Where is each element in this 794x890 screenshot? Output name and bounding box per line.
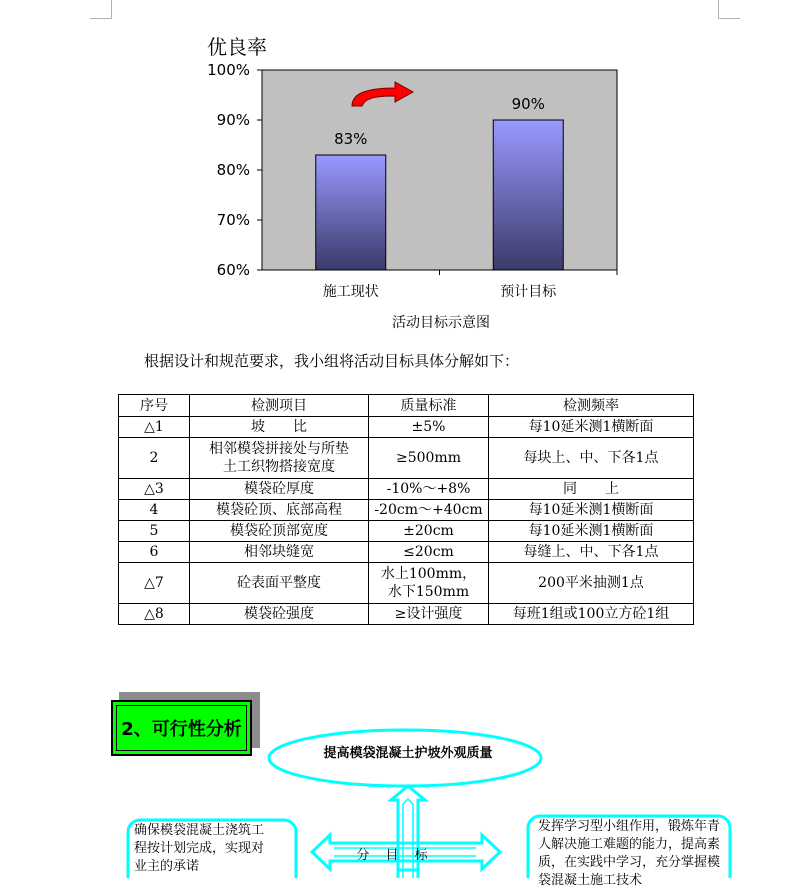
cell-standard: -10%～+8% [369,479,489,500]
page-corner-mark-right-h [718,18,740,19]
cell-no: △3 [119,479,190,500]
cell-no: △8 [119,604,190,625]
cell-no: 2 [119,438,190,479]
table-header-row [119,395,694,417]
header-standard: 质量标准 [369,395,489,417]
y-tick-label: 80% [216,161,250,179]
cell-no: 4 [119,500,190,521]
table-row [119,479,694,500]
vertical-arrow-down [398,870,418,878]
header-frequency: 检测频率 [489,395,694,417]
cell-standard: 水上100mm，水下150mm [369,563,489,604]
cell-frequency: 200平米抽测1点 [489,563,694,604]
y-tick-label: 100% [207,61,250,79]
bar-2 [493,120,563,270]
category-label: 预计目标 [500,284,557,300]
table-row [119,438,694,479]
right-box-text: 发挥学习型小组作用，锻炼年青人解决施工难题的能力，提高素质，在实践中学习，充分掌握模袋混凝土施工技术 [538,819,721,888]
cell-frequency: 每班1组或100立方砼1组 [489,604,694,625]
y-tick-label: 60% [216,261,250,279]
y-tick-label: 90% [216,111,250,129]
cell-item: 相邻块缝宽 [190,542,369,563]
quality-standard-table [118,394,694,625]
section-header-box [111,700,252,756]
cell-no: 6 [119,542,190,563]
cell-frequency: 每块上、中、下各1点 [489,438,694,479]
page-corner-mark-right-v [718,0,719,18]
bar-value-label: 83% [334,130,368,148]
cell-frequency: 每10延米测1横断面 [489,417,694,438]
cell-no: 5 [119,521,190,542]
cell-item: 模袋砼强度 [190,604,369,625]
cell-standard: -20cm～+40cm [369,500,489,521]
cell-frequency: 每10延米测1横断面 [489,521,694,542]
cell-frequency: 同 上 [489,479,694,500]
table-row [119,563,694,604]
category-label: 施工现状 [322,284,379,300]
cell-standard: ≥设计强度 [369,604,489,625]
cell-item: 相邻模袋拼接处与所垫土工织物搭接宽度 [190,438,369,479]
cell-no: △1 [119,417,190,438]
header-item: 检测项目 [190,395,369,417]
cell-standard: ≤20cm [369,542,489,563]
quality-rate-chart [195,30,635,340]
top-goal-text: 提高模袋混凝土护坡外观质量 [323,746,493,761]
page-corner-mark-left-v [111,0,112,18]
cell-no: △7 [119,563,190,604]
cell-standard: ±5% [369,417,489,438]
header-no: 序号 [119,395,190,417]
vertical-arrow-up [391,786,425,878]
y-tick-label: 70% [216,211,250,229]
intro-text: 根据设计和规范要求，我小组将活动目标具体分解如下： [144,352,520,370]
table-row [119,542,694,563]
chart-title: 优良率 [207,35,267,59]
table-row [119,521,694,542]
cell-frequency: 每10延米测1横断面 [489,500,694,521]
bar-value-label: 90% [511,95,545,113]
chart-caption: 活动目标示意图 [392,315,490,331]
cell-item: 模袋砼厚度 [190,479,369,500]
cell-item: 砼表面平整度 [190,563,369,604]
center-goal-label: 分 目 标 [356,848,434,863]
cell-item: 模袋砼顶部宽度 [190,521,369,542]
left-box-text: 确保模袋混凝土浇筑工程按计划完成，实现对业主的承诺 [134,823,265,874]
bar-1 [316,155,386,270]
table-row [119,604,694,625]
section-title: 2、可行性分析 [116,705,247,751]
cell-standard: ≥500mm [369,438,489,479]
table-row [119,500,694,521]
page-corner-mark-left-h [90,18,112,19]
table-row [119,417,694,438]
cell-frequency: 每缝上、中、下各1点 [489,542,694,563]
vertical-arrow-up-inner [403,799,413,878]
cell-item: 坡 比 [190,417,369,438]
cell-item: 模袋砼顶、底部高程 [190,500,369,521]
cell-standard: ±20cm [369,521,489,542]
